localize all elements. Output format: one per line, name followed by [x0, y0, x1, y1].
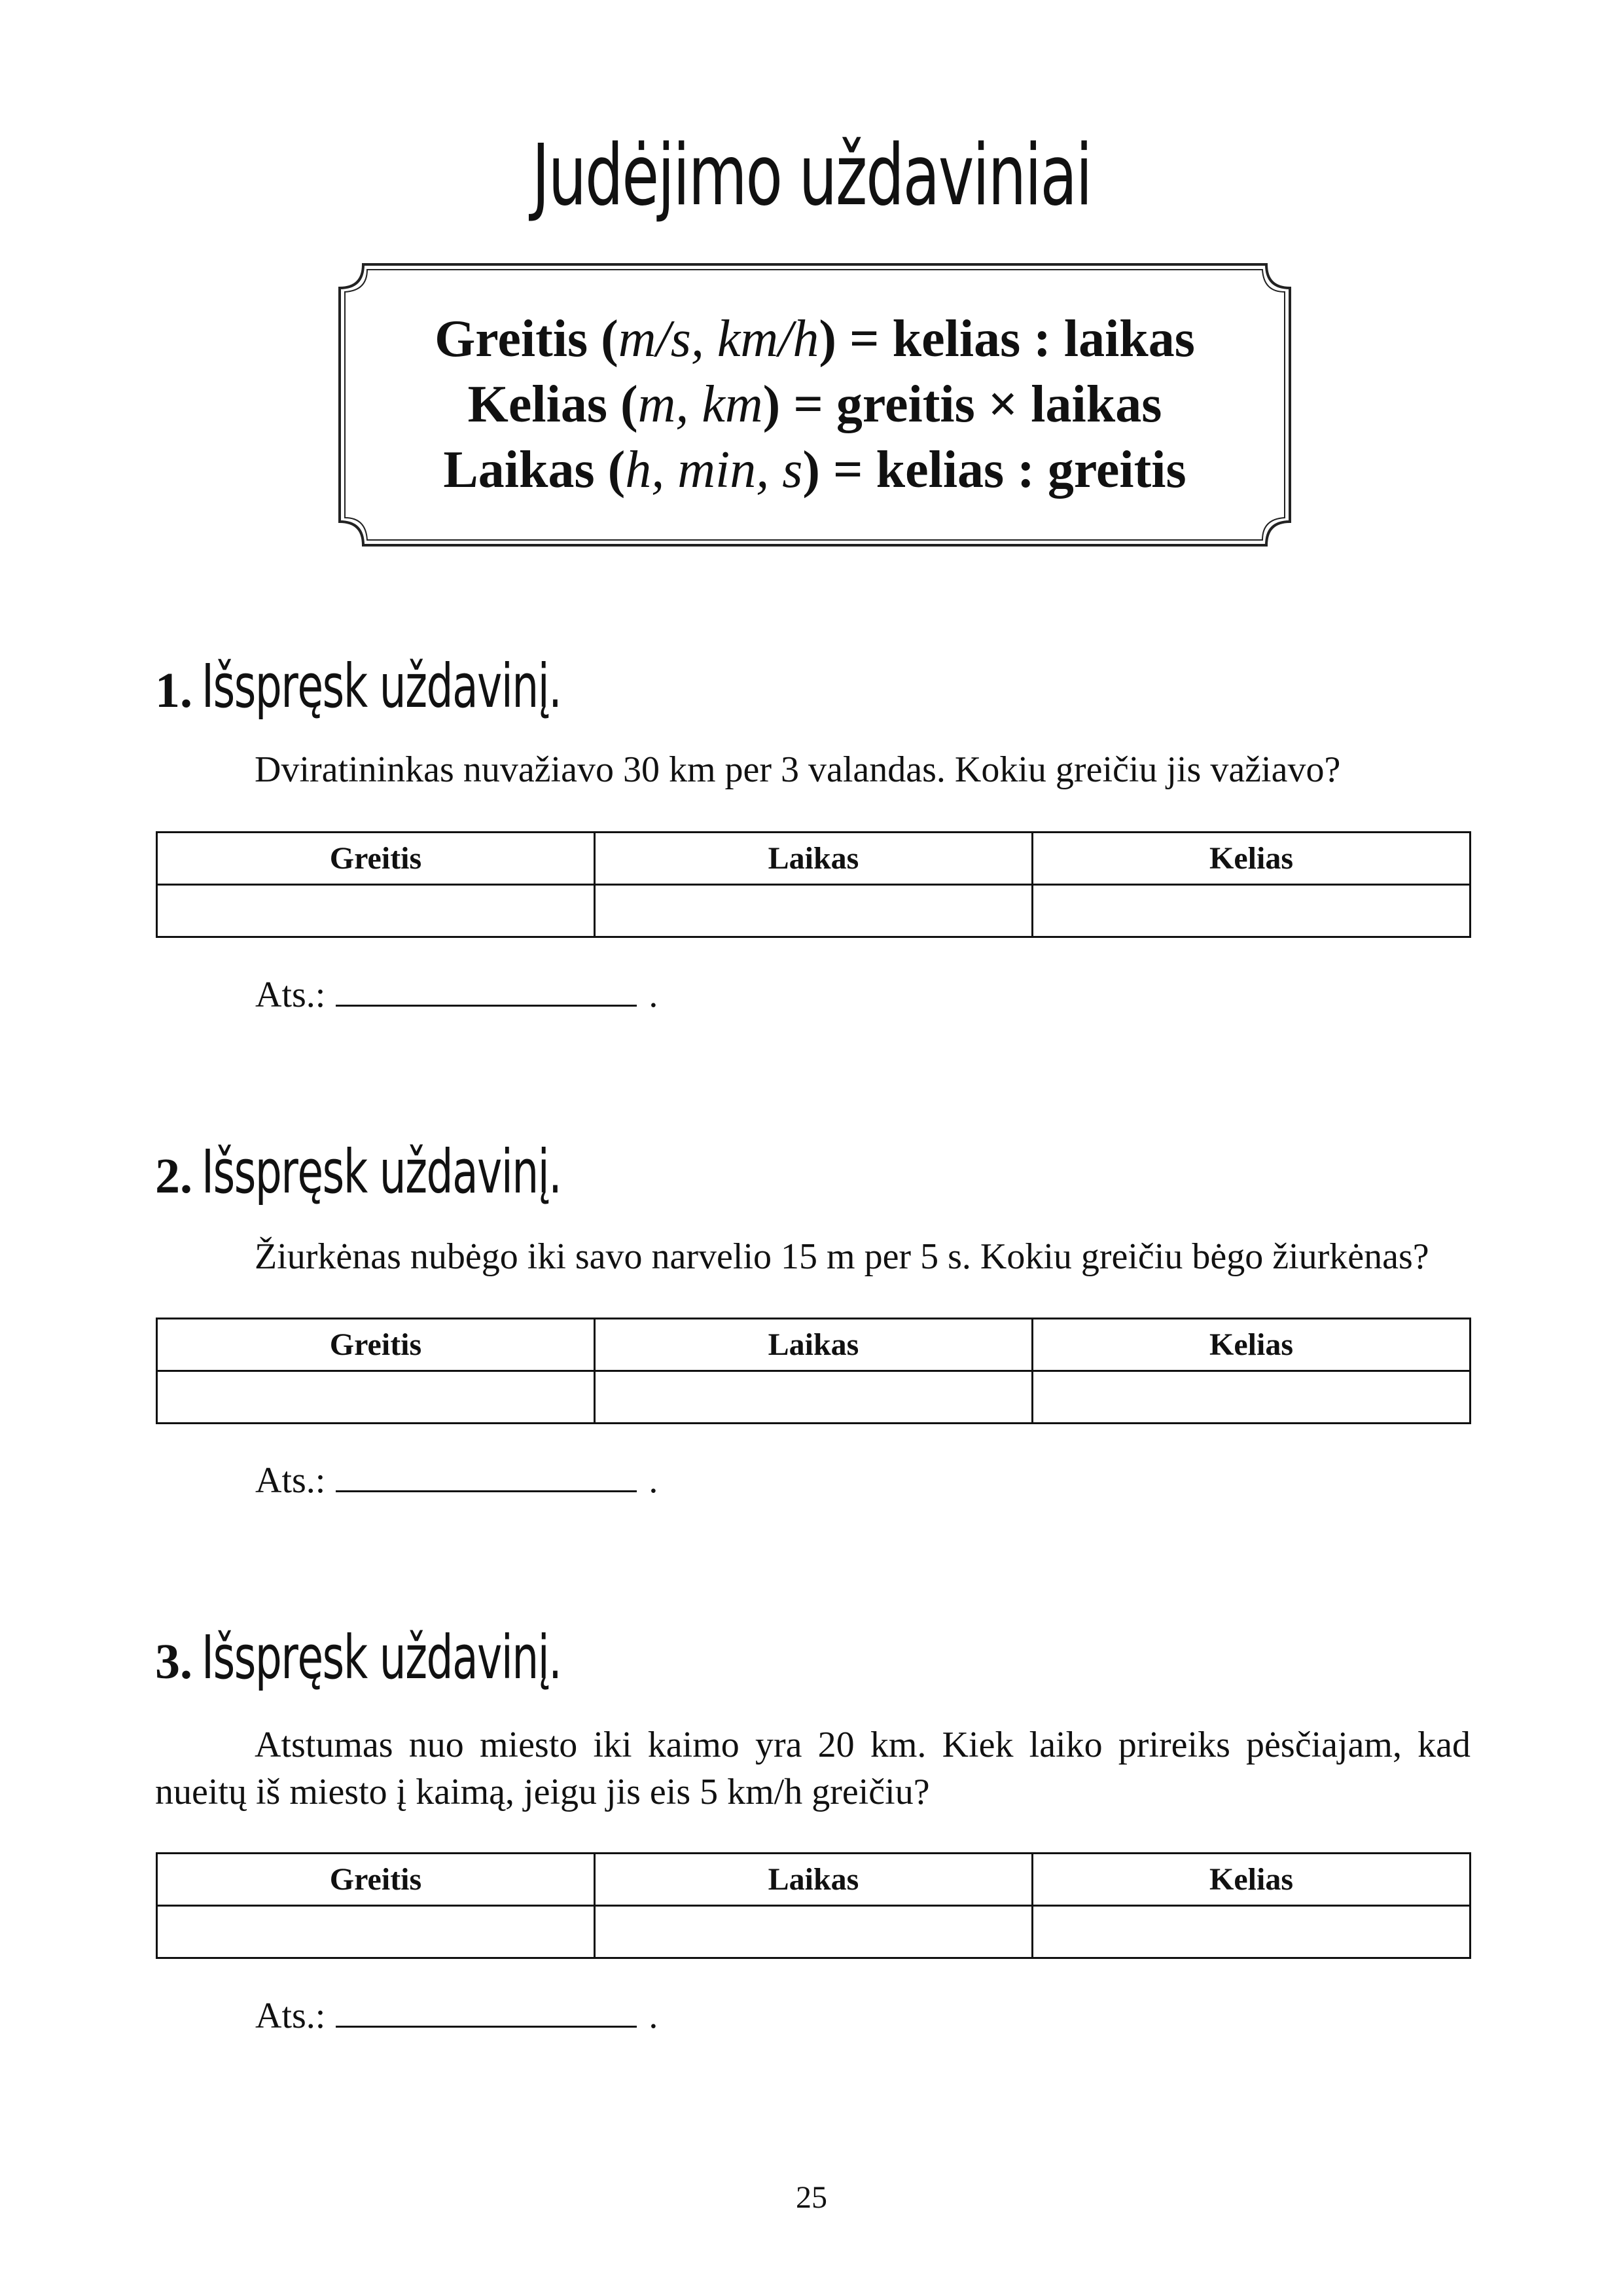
column-header-time: Laikas	[595, 1319, 1033, 1371]
task-instruction: Išspręsk uždavinį.	[202, 1137, 562, 1207]
column-header-speed: Greitis	[157, 833, 595, 885]
task-1-heading	[155, 651, 715, 721]
column-header-distance: Kelias	[1033, 1319, 1471, 1371]
answer-blank[interactable]	[336, 978, 637, 1007]
time-input-cell[interactable]	[595, 1371, 1033, 1424]
speed-input-cell[interactable]	[157, 1371, 595, 1424]
answer-blank[interactable]	[336, 2000, 637, 2028]
column-header-time: Laikas	[595, 833, 1033, 885]
task-2-heading	[155, 1137, 715, 1207]
formula-distance: Kelias (m, km) = greitis × laikas	[467, 376, 1162, 433]
column-header-distance: Kelias	[1033, 1854, 1471, 1906]
formula-box	[337, 262, 1293, 548]
speed-input-cell[interactable]	[157, 1906, 595, 1958]
distance-input-cell[interactable]	[1033, 885, 1471, 937]
distance-input-cell[interactable]	[1033, 1906, 1471, 1958]
task-number: 3.	[155, 1634, 192, 1689]
task-1-problem-text: Dviratininkas nuvažiavo 30 km per 3 valandas. Kokiu greičiu jis važiavo?	[255, 749, 1341, 790]
time-input-cell[interactable]	[595, 1906, 1033, 1958]
column-header-distance: Kelias	[1033, 833, 1471, 885]
time-input-cell[interactable]	[595, 885, 1033, 937]
task-2-answer-line: Ats.: .	[255, 1460, 658, 1501]
task-1-answer-line: Ats.: .	[255, 975, 658, 1015]
task-2-problem-text: Žiurkėnas nubėgo iki savo narvelio 15 m per 5 s. Kokiu greičiu bėgo žiurkėnas?	[255, 1236, 1429, 1277]
distance-input-cell[interactable]	[1033, 1371, 1471, 1424]
page-title: Judėjimo uždaviniai	[531, 127, 1092, 224]
formula-time: Laikas (h, min, s) = kelias : greitis	[443, 441, 1186, 499]
column-header-speed: Greitis	[157, 1854, 595, 1906]
task-3-answer-line: Ats.: .	[255, 1996, 658, 2036]
column-header-time: Laikas	[595, 1854, 1033, 1906]
page-number: 25	[796, 2180, 827, 2215]
task-3-problem-text: Atstumas nuo miesto iki kaimo yra 20 km. Kiek laiko prireiks pėsčiajam, kad nueitų iš miesto į kaimą, jeigu jis eis 5 km/h greičiu?	[155, 1725, 1471, 1812]
formula-speed: Greitis (m/s, km/h) = kelias : laikas	[435, 310, 1195, 368]
column-header-speed: Greitis	[157, 1319, 595, 1371]
task-number: 2.	[155, 1149, 192, 1204]
task-instruction: Išspręsk uždavinį.	[202, 651, 562, 721]
task-3-answer-table	[156, 1852, 1471, 1959]
task-2-answer-table	[156, 1318, 1471, 1424]
task-3-heading	[155, 1623, 715, 1693]
answer-blank[interactable]	[336, 1464, 637, 1492]
task-number: 1.	[155, 663, 192, 718]
task-1-answer-table	[156, 831, 1471, 938]
task-instruction: Išspręsk uždavinį.	[202, 1623, 562, 1693]
speed-input-cell[interactable]	[157, 885, 595, 937]
